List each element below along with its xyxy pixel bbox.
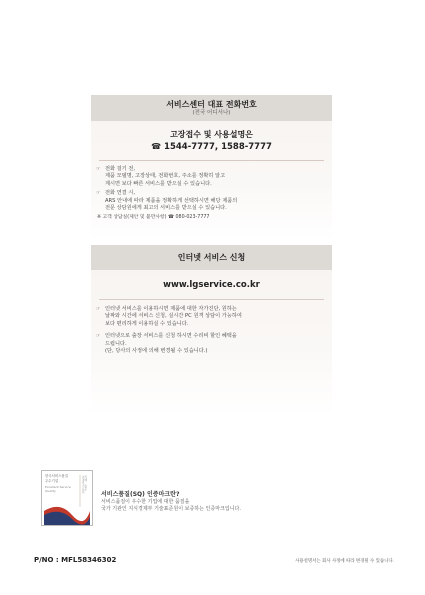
note-line: 날짜와 시간에 서비스 신청, 실시간 PC 원격 상담이 가능하여 (105, 313, 242, 320)
sq-line: 서비스품질이 우수한 기업에 대한 품질을 (101, 499, 190, 505)
sq-logo-side-text: 지식경제부 기술표준원 (82, 476, 88, 494)
sq-title: 서비스품질(SQ) 인증마크란? (101, 491, 180, 498)
part-number: P/NO : MFL58346302 (34, 556, 117, 564)
note-line: ARS 안내에 따라 제품을 정확하게 선택하시면 해당 제품의 (105, 197, 238, 204)
sq-logo-text-en: Excellent Service Quality (45, 485, 71, 493)
service-center-panel (91, 95, 332, 241)
internet-service-panel (91, 245, 332, 415)
internet-service-header (91, 245, 332, 270)
telephone-icon: ☎ (151, 142, 162, 151)
service-url[interactable]: www.lgservice.co.kr (163, 280, 260, 290)
pointing-hand-icon: ☞ (96, 190, 101, 197)
pointing-hand-icon: ☞ (96, 333, 101, 340)
complaint-line: ※ 고객 상담실(제안 및 불만사항) ☎ 080-023-7777 (97, 215, 210, 221)
note-discount (91, 333, 332, 355)
note-line: (단, 당사의 사정에 의해 변경될 수 있습니다.) (105, 348, 208, 355)
sq-description (101, 490, 241, 513)
note-line: 인터넷으로 출장 서비스를 신청 하시면 수리비 할인 혜택을 (105, 333, 237, 340)
repair-section-title: 고장접수 및 사용설명은 (170, 130, 253, 139)
note-line: 제품 모델명, 고장상태, 전화번호, 주소를 정확히 알고 (105, 173, 226, 180)
fine-print: 사용설명서는 회사 사정에 따라 변경될 수 있습니다. (295, 559, 394, 564)
note-line: 보다 편리하게 이용하실 수 있습니다. (105, 320, 189, 327)
note-line: 인터넷 서비스를 이용하시면 제품에 대한 자가진단, 원하는 (105, 306, 237, 312)
service-center-subtitle: (전국 어디서나) (192, 110, 231, 116)
internet-service-title: 인터넷 서비스 신청 (177, 253, 246, 262)
pointing-hand-icon: ☞ (96, 306, 101, 312)
note-on-connect (91, 190, 332, 212)
note-heading: 전화 걸기 전, (105, 166, 136, 172)
sq-logo-text-mid: 우수기업 (45, 479, 59, 483)
note-before-call (91, 166, 332, 188)
sq-logo-text-top: 한국서비스품질 (45, 474, 68, 478)
note-heading: 전화 연결 시, (105, 190, 136, 197)
phone-numbers: 1544-7777, 1588-7777 (164, 142, 272, 152)
note-internet-benefits (91, 306, 332, 328)
note-line: 계시면 보다 빠른 서비스를 받으실 수 있습니다. (105, 180, 212, 187)
divider (99, 160, 324, 161)
divider (99, 299, 324, 300)
phone-numbers-line (91, 141, 332, 153)
note-line: 드립니다. (105, 340, 127, 347)
sq-line: 국가 기관인 지식경제부 기술표준원이 보증하는 인증마크입니다. (101, 506, 241, 512)
pointing-hand-icon: ☞ (96, 166, 101, 172)
service-center-header (91, 95, 332, 121)
sq-certification-logo (41, 470, 93, 526)
note-line: 전문 상담원에게 최고의 서비스를 받으실 수 있습니다. (105, 205, 227, 212)
service-center-title: 서비스센터 대표 전화번호 (166, 100, 257, 109)
